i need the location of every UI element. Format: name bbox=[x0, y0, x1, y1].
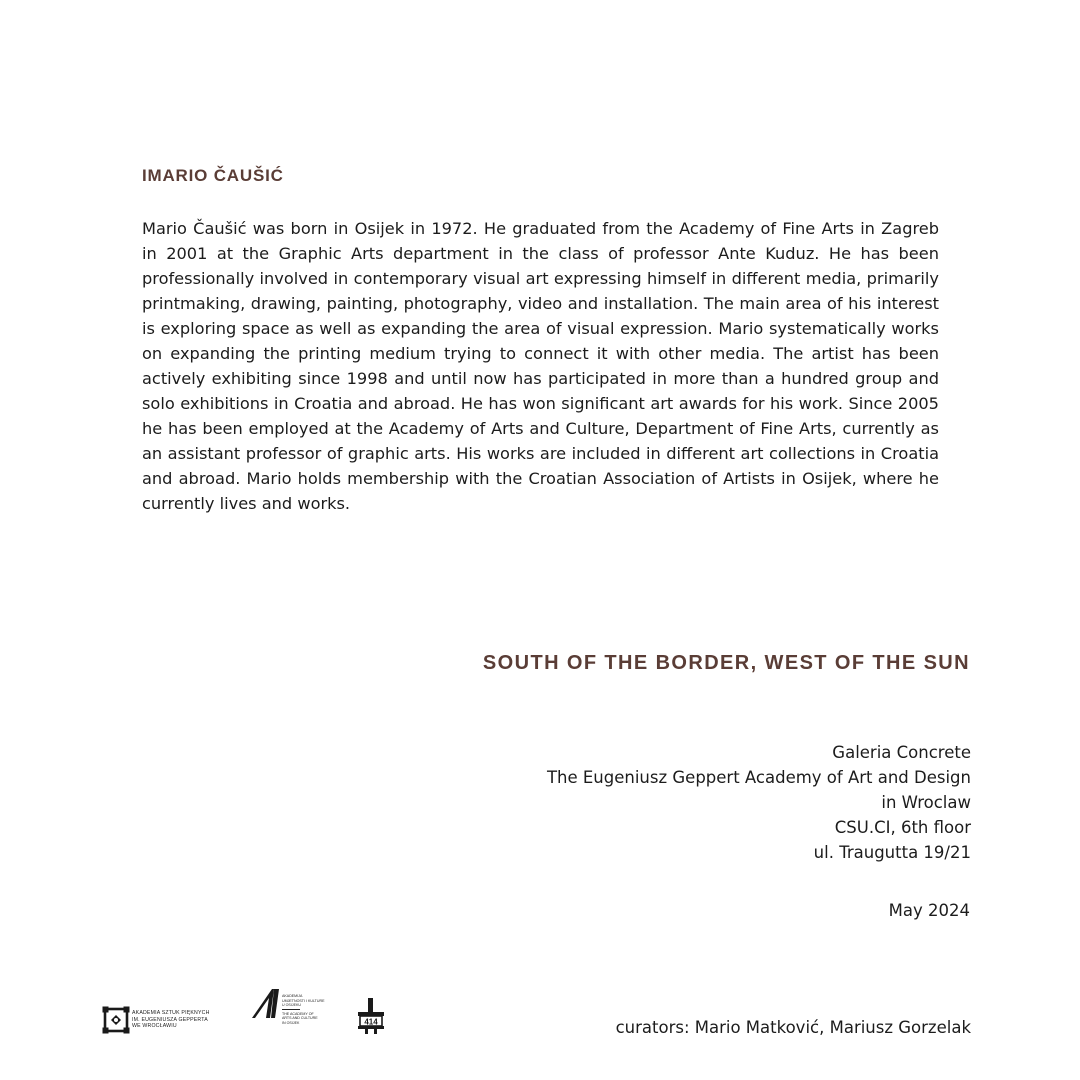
asp-logo-text: AKADEMIA SZTUK PIĘKNYCH IM. EUGENIUSZA GEPPERTA WE WROCŁAWIU bbox=[132, 1010, 210, 1029]
414-label: 414 bbox=[364, 1017, 378, 1027]
asp-wroclaw-logo bbox=[102, 1006, 222, 1038]
venue-line: in Wroclaw bbox=[881, 793, 971, 812]
exhibition-date: May 2024 bbox=[888, 901, 970, 920]
auk-osijek-logo bbox=[250, 986, 325, 1038]
venue-line: CSU.CI, 6th floor bbox=[834, 818, 971, 837]
artist-bio: Mario Čaušić was born in Osijek in 1972. He graduated from the Academy of Fine Arts in Zagreb in 2001 at the Graphic Arts department in the class of professor Ante Kuduz. He has been professionally involved in contemporary visual art expressing himself in different media, primarily printmaking, drawing, painting, photography, video and installation. The main area of his interest is exploring space as well as expanding the area of visual expression. Mario systematically works on expanding the printing medium trying to connect it with other media. The artist has been actively exhibiting since 1998 and until now has participated in more than a hundred group and solo exhibitions in Croatia and abroad. He has won significant art awards for his work. Since 2005 he has been employed at the Academy of Arts and Culture, Department of Fine Arts, currently as an assistant professor of graphic arts. His works are included in different art collections in Croatia and abroad. Mario holds membership with the Croatian Association of Artists in Osijek, where he currently lives and works. bbox=[142, 219, 939, 513]
curators-credit: curators: Mario Matković, Mariusz Gorzelak bbox=[615, 1018, 971, 1037]
auk-divider bbox=[282, 1009, 300, 1010]
exhibition-title: SOUTH OF THE BORDER, WEST OF THE SUN bbox=[482, 652, 970, 674]
partner-logos bbox=[102, 986, 402, 1046]
venue-line: The Eugeniusz Geppert Academy of Art and Design bbox=[546, 768, 971, 787]
414-logo bbox=[354, 996, 388, 1036]
venue-line: ul. Traugutta 19/21 bbox=[813, 843, 971, 862]
venue-line: Galeria Concrete bbox=[832, 743, 971, 762]
auk-emblem-icon bbox=[250, 986, 282, 1020]
asp-emblem-icon bbox=[102, 1006, 130, 1034]
venue-address bbox=[547, 740, 971, 865]
artist-name: IMARIO ČAUŠIĆ bbox=[142, 166, 284, 185]
414-emblem-icon bbox=[354, 996, 388, 1036]
auk-logo-text: AKADEMIJA UMJETNOSTI I KULTURE U OSIJEKU THE ACADEMY OF ARTS AND CULTURE IN OSIJEK bbox=[282, 994, 325, 1025]
